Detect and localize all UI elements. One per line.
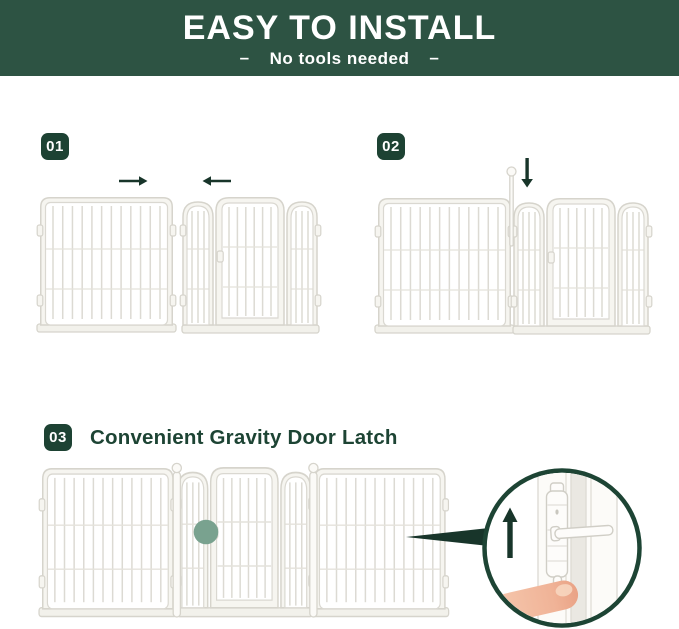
step-1-illustration [30, 155, 340, 345]
latch-location-dot [194, 520, 219, 545]
page-title: EASY TO INSTALL [182, 9, 497, 47]
insert-down-arrow-icon [521, 158, 533, 188]
callout-pointer-wedge [406, 528, 489, 546]
fence-panel-illustration [37, 198, 176, 332]
dash-right-decoration: – [429, 48, 440, 67]
merge-arrow-left-icon [203, 176, 232, 186]
connector-pin-installed-left [172, 463, 181, 617]
fence-panel-illustration [39, 469, 177, 617]
step-3-fence-illustration [30, 455, 460, 629]
step-1-number: 01 [46, 138, 64, 155]
fence-panel-illustration [375, 199, 514, 333]
step-3-number: 03 [49, 429, 67, 446]
door-panel-illustration [511, 199, 652, 334]
header-banner [0, 0, 679, 76]
connector-pin-installed-right [309, 463, 318, 617]
header-subtitle-row [0, 49, 679, 69]
dash-left-decoration: – [239, 48, 250, 67]
step-2-number: 02 [382, 138, 400, 155]
door-panel-illustration [175, 468, 314, 617]
latch-zoom-callout [400, 458, 655, 629]
header-subtitle: No tools needed [269, 49, 410, 68]
step-3-badge [44, 424, 72, 451]
step-2-illustration [360, 150, 675, 345]
step-3-title: Convenient Gravity Door Latch [90, 426, 398, 449]
door-panel-illustration [180, 198, 321, 333]
merge-arrow-right-icon [119, 176, 148, 186]
